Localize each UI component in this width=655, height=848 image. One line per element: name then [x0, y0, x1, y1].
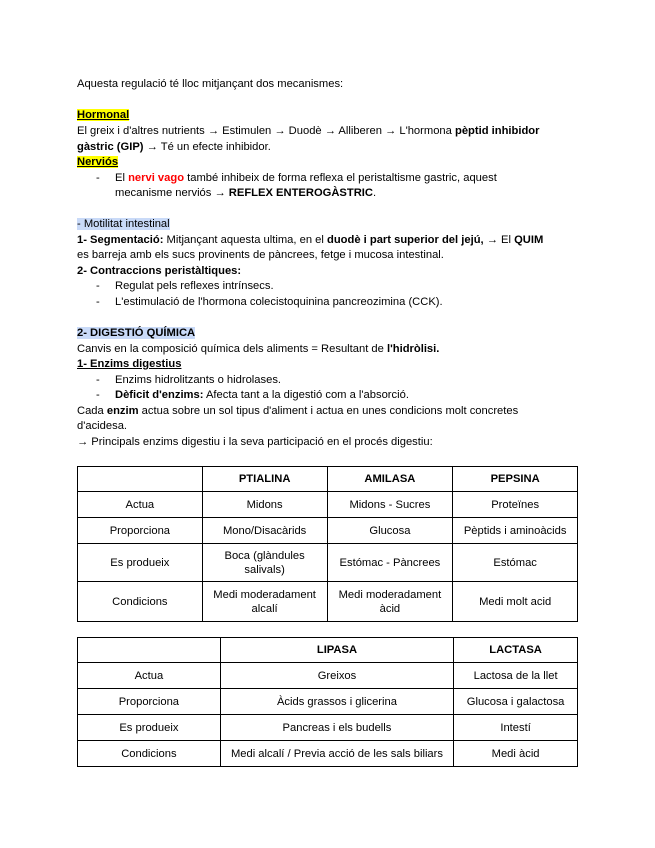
table-cell: Medi molt acid	[453, 582, 578, 622]
digestio-heading: 2- DIGESTIÓ QUÍMICA	[77, 327, 196, 339]
table-cell: Glucosa	[327, 518, 453, 544]
enzyme-table-1	[77, 466, 578, 622]
enzims-heading: 1- Enzims digestius	[77, 358, 182, 370]
table-cell: Medi moderadament àcid	[327, 582, 453, 622]
table-header-cell: AMILASA	[327, 467, 453, 492]
table-cell: Àcids grassos i glicerina	[220, 689, 453, 715]
table-cell: Es produeix	[78, 544, 203, 582]
segmentacio-line-2: es barreja amb els sucs provinents de pàncrees, fetge i mucosa intestinal.	[77, 249, 444, 261]
hormonal-line-2: gàstric (GIP) → Té un efecte inhibidor.	[77, 141, 271, 153]
bullet-dash: -	[96, 280, 100, 292]
table-cell: Condicions	[78, 582, 203, 622]
table-cell: Greixos	[220, 663, 453, 689]
enzims-paragraph-2: d'acidesa.	[77, 420, 128, 432]
table-cell: Medi moderadament alcalí	[202, 582, 327, 622]
table-cell: Medi àcid	[454, 741, 578, 767]
bullet-dash: -	[96, 374, 100, 386]
nervios-heading: Nerviós	[77, 156, 119, 168]
nervios-bullet-line-1: El nervi vago també inhibeix de forma reflexa el peristaltisme gastric, aquest	[115, 172, 497, 184]
table-cell: Midons	[202, 492, 327, 518]
motilitat-heading: - Motilitat intestinal	[77, 218, 170, 230]
table-cell: Intestí	[454, 715, 578, 741]
table-cell: Actua	[78, 663, 221, 689]
table-row	[78, 492, 578, 518]
table-cell: Proteïnes	[453, 492, 578, 518]
table-cell: Es produeix	[78, 715, 221, 741]
table-cell: Medi alcalí / Previa acció de les sals biliars	[220, 741, 453, 767]
table-cell: Pancreas i els budells	[220, 715, 453, 741]
table-row	[78, 544, 578, 582]
enzyme-table-2	[77, 637, 578, 767]
table-header-cell	[78, 638, 221, 663]
table-cell: Condicions	[78, 741, 221, 767]
contraccions-bullet-1: Regulat pels reflexes intrínsecs.	[115, 280, 274, 292]
table-cell: Boca (glàndules salivals)	[202, 544, 327, 582]
table-cell: Lactosa de la llet	[454, 663, 578, 689]
digestio-line-1: Canvis en la composició química dels aliments = Resultant de l'hidròlisi.	[77, 343, 440, 355]
table-cell: Actua	[78, 492, 203, 518]
table-header-cell: LIPASA	[220, 638, 453, 663]
contraccions-bullet-2: L'estimulació de l'hormona colecistoquinina pancreozimina (CCK).	[115, 296, 443, 308]
enzims-bullet-2: Dèficit d'enzims: Afecta tant a la digestió com a l'absorció.	[115, 389, 409, 401]
contraccions-heading: 2- Contraccions peristàltiques:	[77, 265, 242, 277]
hormonal-line-1: El greix i d'altres nutrients → Estimulen → Duodè → Alliberen → L'hormona pèptid inhibidor	[77, 125, 540, 137]
hormonal-heading: Hormonal	[77, 109, 130, 121]
enzims-paragraph-3: → Principals enzims digestiu i la seva participació en el procés digestiu:	[77, 436, 433, 448]
enzims-paragraph-1: Cada enzim actua sobre un sol tipus d'aliment i actua en unes condicions molt concretes	[77, 405, 519, 417]
table-header-row	[78, 638, 578, 663]
segmentacio-line-1: 1- Segmentació: Mitjançant aquesta ultima, en el duodè i part superior del jejú, → El QUIM	[77, 234, 544, 246]
table-cell: Proporciona	[78, 518, 203, 544]
table-row	[78, 582, 578, 622]
table-header-cell: LACTASA	[454, 638, 578, 663]
table-cell: Glucosa i galactosa	[454, 689, 578, 715]
table-header-cell: PTIALINA	[202, 467, 327, 492]
table-cell: Proporciona	[78, 689, 221, 715]
bullet-dash: -	[96, 389, 100, 401]
table-cell: Estómac - Pàncrees	[327, 544, 453, 582]
table-header-cell: PEPSINA	[453, 467, 578, 492]
table-cell: Midons - Sucres	[327, 492, 453, 518]
table-row	[78, 741, 578, 767]
bullet-dash: -	[96, 296, 100, 308]
intro-text: Aquesta regulació té lloc mitjançant dos mecanismes:	[77, 78, 344, 90]
table-cell: Estómac	[453, 544, 578, 582]
table-row	[78, 518, 578, 544]
table-cell: Pèptids i aminoàcids	[453, 518, 578, 544]
bullet-dash: -	[96, 172, 100, 184]
table-row	[78, 715, 578, 741]
table-header-cell	[78, 467, 203, 492]
table-cell: Mono/Disacàrids	[202, 518, 327, 544]
enzims-bullet-1: Enzims hidrolitzants o hidrolases.	[115, 374, 282, 386]
table-header-row	[78, 467, 578, 492]
table-row	[78, 689, 578, 715]
table-row	[78, 663, 578, 689]
nervios-bullet-line-2: mecanisme nerviós → REFLEX ENTEROGÀSTRIC.	[115, 187, 377, 199]
